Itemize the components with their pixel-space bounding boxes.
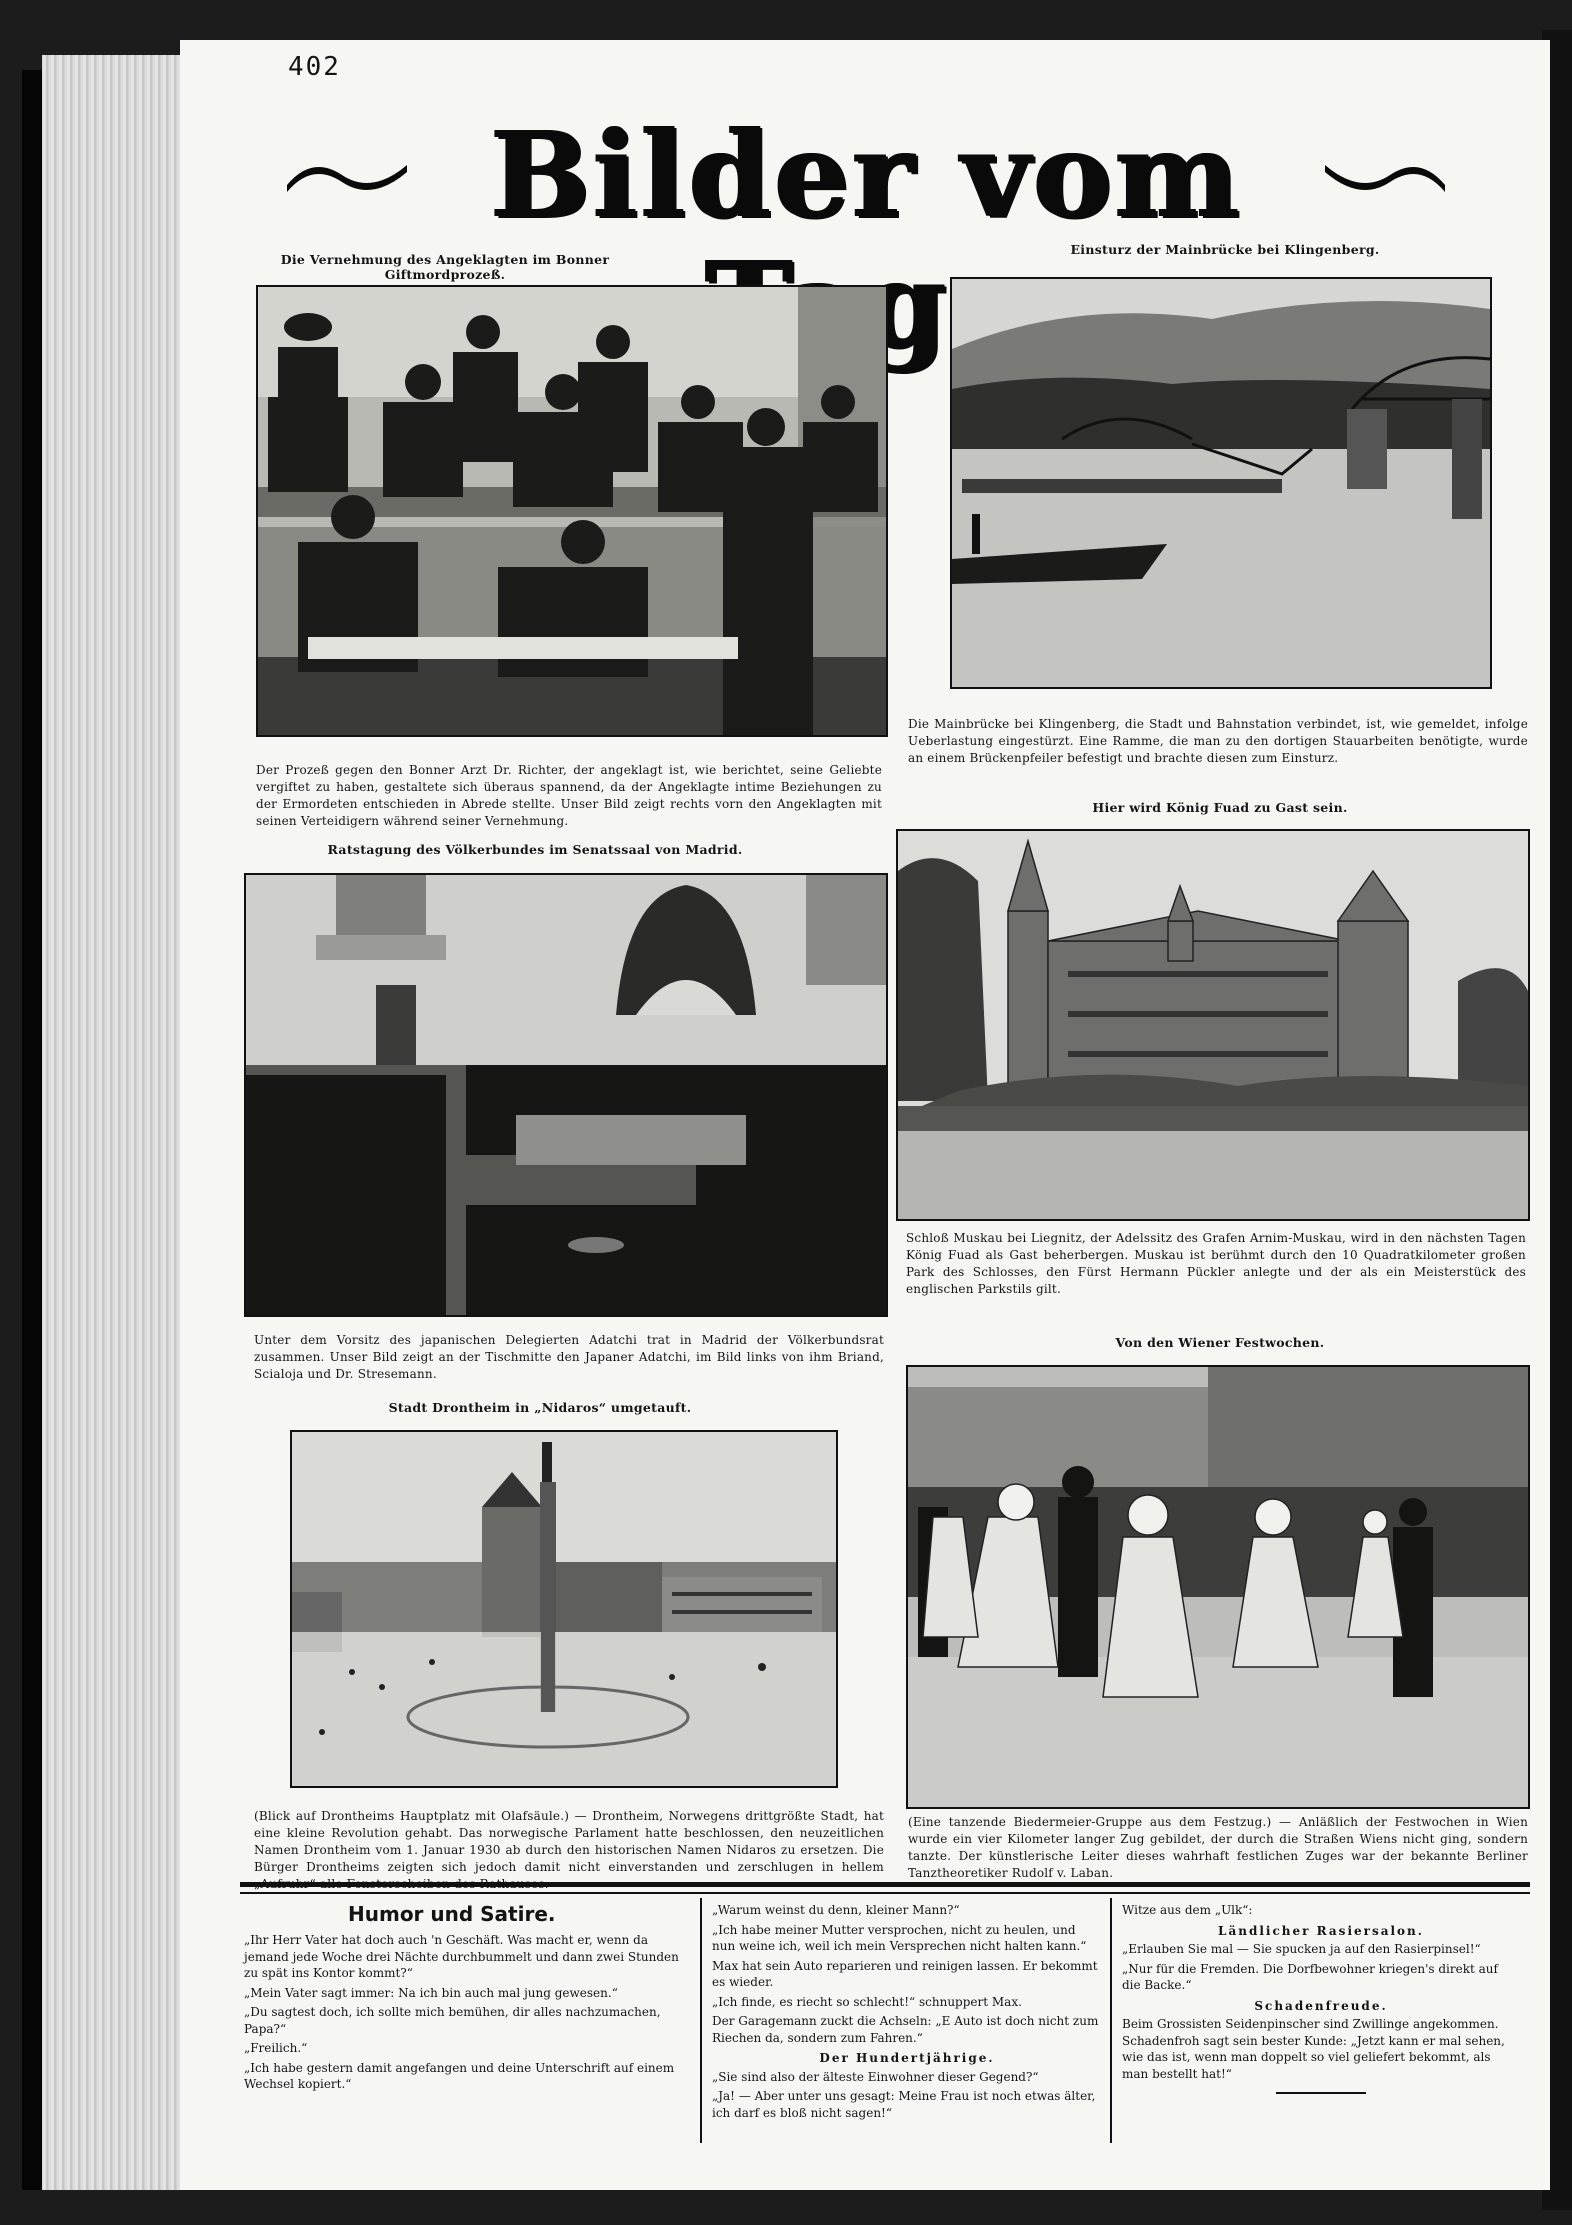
heading-giftmord: Die Vernehmung des Angeklagten im Bonner Giftmordprozeß. bbox=[280, 252, 610, 282]
joke-text: „Ihr Herr Vater hat doch auch 'n Geschäft. Was macht er, wenn da jemand jede Woche drei Nächte durchbummelt und dann zwei Stunden zu spät ins Kontor kommt?“ bbox=[244, 1933, 679, 1980]
masthead bbox=[180, 105, 1550, 244]
joke-text: Beim Grossisten Seidenpinscher sind Zwillinge angekommen. Schadenfroh sagt sein bester Kunde: „Jetzt kann er mal sehen, wie das ist, wenn man doppelt so viel geliefert bekommt, als man bestellt hat!“ bbox=[1122, 2017, 1505, 2081]
joke-text: Max hat sein Auto reparieren und reinigen lassen. Er bekommt es wieder. bbox=[712, 1958, 1098, 1989]
heading-fuad: Hier wird König Fuad zu Gast sein. bbox=[1092, 800, 1348, 815]
joke-text: „Nur für die Fremden. Die Dorfbewohner kriegen's direkt auf die Backe.“ bbox=[1122, 1961, 1498, 1992]
joke-heading: Der Hundertjährige. bbox=[819, 2051, 995, 2065]
caption-drontheim: (Blick auf Drontheims Hauptplatz mit Olafsäule.) — Drontheim, Norwegens drittgrößte Stadt, hat eine kleine Revolution gehabt. Das norwegische Parlament hatte beschlossen, den neuzeitlichen Namen Drontheim vom 1. Januar 1930 ab durch den historischen Namen Nidaros zu ersetzen. Die Bürger Drontheims zeigten sich jedoch damit nicht einverstanden und zerschlugen in hellem bbox=[254, 1809, 884, 1874]
caption-voelkerbund: Unter dem Vorsitz des japanischen Delegierten Adatchi trat in Madrid der Völkerbundsrat zusammen. Unser Bild zeigt an der Tischmitte den Japaner Adatchi, im Bild links von ihm Briand, Scialoja und Dr. Stresemann. bbox=[254, 1333, 884, 1381]
heading-festwochen: Von den Wiener Festwochen. bbox=[1115, 1335, 1325, 1350]
page-edges bbox=[42, 55, 192, 2190]
photo-dancers bbox=[906, 1365, 1530, 1809]
masthead-title: Bilder vom bbox=[488, 105, 1242, 244]
heading-mainbruecke: Einsturz der Mainbrücke bei Klingenberg. bbox=[1070, 242, 1380, 257]
joke-heading: Ländlicher Rasiersalon. bbox=[1218, 1923, 1424, 1938]
book-spine bbox=[22, 70, 42, 2190]
caption-fuad: Schloß Muskau bei Liegnitz, der Adelssitz des Grafen Arnim-Muskau, wird in den nächsten Tagen König Fuad als Gast beherbergen. Muskau ist berühmt durch den 10 Quadratkilometer großen Park des Schlosses, den Fürst Hermann Pückler anlegte und der als ein Meisterstück des englischen Parkstils gilt. bbox=[906, 1231, 1526, 1296]
photo-castle bbox=[896, 829, 1530, 1221]
joke-text: „Ich habe meiner Mutter versprochen, nicht zu heulen, und nun weine ich, weil ich mein Versprechen nicht halten kann.“ bbox=[712, 1922, 1087, 1953]
humor-column-1 bbox=[244, 1932, 692, 2096]
heading-drontheim: Stadt Drontheim in „Nidaros“ umgetauft. bbox=[388, 1400, 692, 1415]
humor-column-2 bbox=[712, 1902, 1102, 2124]
joke-text: „Warum weinst du denn, kleiner Mann?“ bbox=[712, 1903, 960, 1917]
humor-title: Humor und Satire. bbox=[348, 1902, 556, 1926]
section-divider-thin bbox=[240, 1892, 1530, 1894]
heading-voelkerbund: Ratstagung des Völkerbundes im Senatssaal von Madrid. bbox=[327, 842, 743, 857]
photo-bridge bbox=[950, 277, 1492, 689]
joke-text: „Ja! — Aber unter uns gesagt: Meine Frau ist noch etwas älter, ich darf es bloß nicht sagen!“ bbox=[712, 2089, 1096, 2120]
joke-text: „Freilich.“ bbox=[244, 2041, 308, 2055]
joke-text: „Ich finde, es riecht so schlecht!“ schnuppert Max. bbox=[712, 1994, 1022, 2009]
ornament-left-icon bbox=[282, 150, 412, 200]
joke-text: Der Garagemann zuckt die Achseln: „E Auto ist doch nicht zum Riechen da, sondern zum Fahren.“ bbox=[712, 2014, 1099, 2045]
photo-drontheim-square bbox=[290, 1430, 838, 1788]
photo-courtroom bbox=[256, 285, 888, 737]
caption-giftmord: Der Prozeß gegen den Bonner Arzt Dr. Richter, der angeklagt ist, wie berichtet, seine Geliebte vergiftet zu haben, gestaltete sich überaus spannend, da der Angeklagte intime Beziehungen zu der Ermordeten entschieden in Abrede stellte. Unser Bild zeigt rechts vorn den Angeklagten mit seinen Verteidigern während seiner Vernehmung. bbox=[256, 763, 882, 828]
humor-column-3 bbox=[1122, 1902, 1520, 2094]
column-rule-2 bbox=[1110, 1898, 1112, 2143]
end-rule bbox=[1276, 2092, 1366, 2094]
newspaper-page bbox=[180, 40, 1550, 2190]
photo-council-hall bbox=[244, 873, 888, 1317]
joke-text: „Du sagtest doch, ich sollte mich bemühen, dir alles nachzumachen, Papa?“ bbox=[244, 2005, 661, 2036]
joke-text: „Mein Vater sagt immer: Na ich bin auch mal jung gewesen.“ bbox=[244, 1985, 618, 2000]
column-rule-1 bbox=[700, 1898, 702, 2143]
joke-text: „Ich habe gestern damit angefangen und deine Unterschrift auf einem Wechsel kopiert.“ bbox=[244, 2060, 675, 2091]
joke-intro: Witze aus dem „Ulk“: bbox=[1122, 1903, 1253, 1917]
joke-text: „Erlauben Sie mal — Sie spucken ja auf den Rasierpinsel!“ bbox=[1122, 1942, 1481, 1956]
joke-text: „Sie sind also der älteste Einwohner dieser Gegend?“ bbox=[712, 2069, 1039, 2084]
page-number: 402 bbox=[288, 52, 341, 82]
joke-heading: Schadenfreude. bbox=[1254, 1998, 1388, 2013]
ornament-right-icon bbox=[1320, 150, 1450, 200]
section-divider-thick bbox=[240, 1882, 1530, 1887]
caption-festwochen: (Eine tanzende Biedermeier-Gruppe aus dem Festzug.) — Anläßlich der Festwochen in Wien wurde ein vier Kilometer langer Zug gebildet, der durch die Straßen Wiens nicht ging, sondern tanzte. Der künstlerische Leiter dieses wahrhaft festlichen Zuges war der bekannte Berliner Tanztheoretiker Rudolf v. Laban. bbox=[908, 1815, 1528, 1880]
caption-mainbruecke: Die Mainbrücke bei Klingenberg, die Stadt und Bahnstation verbindet, ist, wie gemeldet, infolge Ueberlastung eingestürzt. Eine Ramme, die man zu den dortigen Stauarbeiten benötigte, wurde an einem Brückenpfeiler befestigt und brachte diesen zum Einsturz. bbox=[908, 717, 1528, 765]
